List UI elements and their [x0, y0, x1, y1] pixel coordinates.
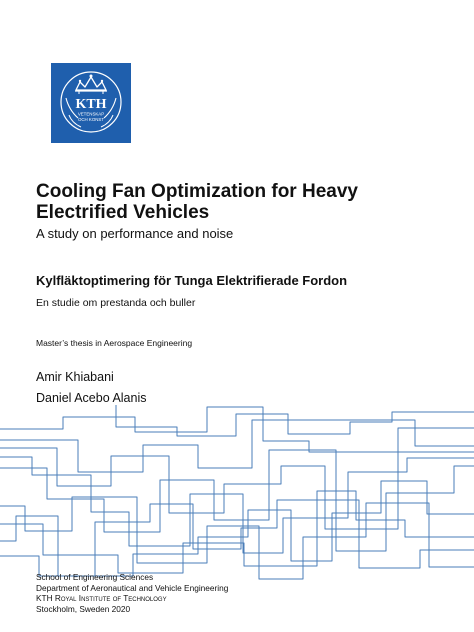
kth-logo — [51, 63, 131, 143]
footer-place-date: Stockholm, Sweden 2020 — [36, 603, 131, 614]
decor-line — [0, 500, 474, 576]
swedish-title: Kylfläktoptimering för Tunga Elektrifierade Fordon — [36, 273, 348, 288]
decor-line — [0, 457, 474, 553]
decor-line — [0, 428, 474, 529]
degree-label: Master’s thesis in Aerospace Engineering — [36, 338, 193, 348]
thesis-subtitle: A study on performance and noise — [36, 226, 234, 241]
decorative-circuit-lines — [0, 405, 474, 585]
institution-footer — [36, 572, 436, 614]
kth-logo-emblem-icon — [51, 63, 131, 143]
decor-line — [0, 481, 474, 576]
author-name-1: Amir Khiabani — [36, 370, 114, 384]
logo-vetenskap-text: VETENSKAP — [77, 111, 105, 117]
footer-institute: KTH Royal Institute of Technology — [36, 593, 167, 603]
footer-school: School of Engineering Sciences — [36, 572, 154, 582]
logo-kth-text: KTH — [75, 97, 107, 112]
author-name-2: Daniel Acebo Alanis — [36, 391, 147, 405]
decor-line — [0, 450, 474, 551]
thesis-title: Cooling Fan Optimization for Heavy Electrified Vehicles — [36, 181, 358, 223]
logo-och-konst-text: OCH KONST — [77, 117, 105, 122]
swedish-subtitle: En studie om prestanda och buller — [36, 297, 196, 309]
decor-line — [0, 497, 474, 579]
footer-department: Department of Aeronautical and Vehicle Engineering — [36, 582, 229, 593]
